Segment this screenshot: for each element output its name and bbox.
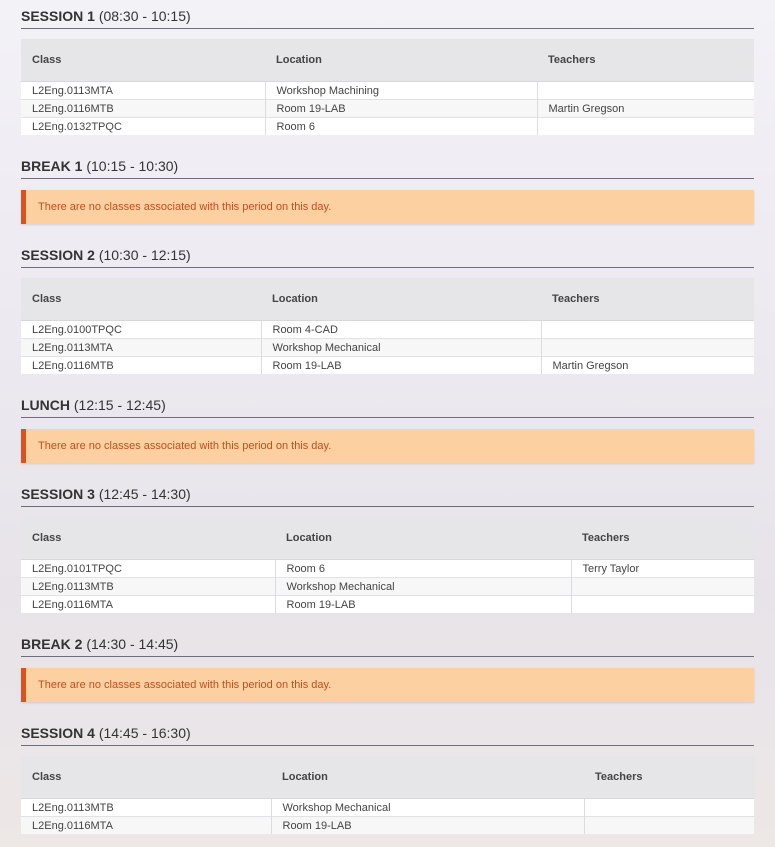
period-name: BREAK 1 [21,158,83,174]
cell-class: L2Eng.0100TPQC [21,321,261,339]
cell-teachers [584,799,754,817]
period-time: (08:30 - 10:15) [98,8,191,24]
column-header-teachers: Teachers [541,278,754,321]
cell-location: Room 19-LAB [275,596,571,614]
period-session-2 [21,239,754,374]
cell-class: L2Eng.0113MTB [21,578,275,596]
cell-location: Workshop Machining [265,82,537,100]
table-row [21,100,754,118]
cell-location: Room 19-LAB [261,357,541,375]
column-header-teachers: Teachers [584,756,754,799]
table-row [21,321,754,339]
cell-teachers: Martin Gregson [537,100,754,118]
cell-teachers: Martin Gregson [541,357,754,375]
cell-class: L2Eng.0113MTA [21,82,265,100]
table-row [21,357,754,375]
cell-teachers [537,82,754,100]
cell-teachers [541,321,754,339]
no-classes-notice: There are no classes associated with this period on this day. [21,668,754,702]
cell-class: L2Eng.0113MTA [21,339,261,357]
cell-location: Room 19-LAB [271,817,584,835]
cell-teachers [571,578,754,596]
period-time: (14:30 - 14:45) [86,636,179,652]
column-header-class: Class [21,756,271,799]
column-header-location: Location [271,756,584,799]
period-name: SESSION 4 [21,725,95,741]
period-time: (10:30 - 12:15) [98,247,191,263]
cell-location: Room 19-LAB [265,100,537,118]
column-header-location: Location [275,517,571,560]
period-heading [21,628,754,657]
period-heading [21,389,754,418]
period-session-1 [21,0,754,135]
table-row [21,799,754,817]
cell-location: Workshop Mechanical [275,578,571,596]
period-heading [21,239,754,268]
column-header-location: Location [265,39,537,82]
period-break-2 [21,628,754,702]
cell-class: L2Eng.0116MTA [21,817,271,835]
no-classes-notice: There are no classes associated with this period on this day. [21,190,754,224]
cell-teachers: Terry Taylor [571,560,754,578]
period-time: (14:45 - 16:30) [98,725,191,741]
cell-class: L2Eng.0116MTB [21,357,261,375]
cell-class: L2Eng.0132TPQC [21,118,265,136]
period-break-1 [21,150,754,224]
cell-location: Room 6 [265,118,537,136]
period-name: SESSION 3 [21,486,95,502]
class-table [21,517,754,613]
column-header-class: Class [21,278,261,321]
period-session-4 [21,717,754,834]
period-time: (10:15 - 10:30) [86,158,179,174]
column-header-teachers: Teachers [537,39,754,82]
period-name: SESSION 2 [21,247,95,263]
period-heading [21,478,754,507]
table-row [21,82,754,100]
period-name: SESSION 1 [21,8,95,24]
cell-teachers [537,118,754,136]
period-name: BREAK 2 [21,636,83,652]
no-classes-notice: There are no classes associated with this period on this day. [21,429,754,463]
period-session-3 [21,478,754,613]
cell-class: L2Eng.0116MTA [21,596,275,614]
cell-class: L2Eng.0113MTB [21,799,271,817]
table-row [21,339,754,357]
period-heading [21,150,754,179]
cell-teachers [541,339,754,357]
class-table [21,278,754,374]
column-header-teachers: Teachers [571,517,754,560]
cell-location: Room 6 [275,560,571,578]
cell-location: Workshop Mechanical [261,339,541,357]
column-header-class: Class [21,39,265,82]
table-row [21,578,754,596]
period-name: LUNCH [21,397,70,413]
cell-teachers [571,596,754,614]
cell-class: L2Eng.0101TPQC [21,560,275,578]
period-heading [21,717,754,746]
period-time: (12:45 - 14:30) [98,486,191,502]
column-header-class: Class [21,517,275,560]
period-lunch [21,389,754,463]
table-row [21,817,754,835]
cell-location: Room 4-CAD [261,321,541,339]
class-table [21,39,754,135]
period-time: (12:15 - 12:45) [73,397,166,413]
period-heading [21,0,754,29]
table-row [21,560,754,578]
cell-class: L2Eng.0116MTB [21,100,265,118]
cell-location: Workshop Mechanical [271,799,584,817]
table-row [21,596,754,614]
column-header-location: Location [261,278,541,321]
cell-teachers [584,817,754,835]
class-table [21,756,754,834]
table-row [21,118,754,136]
